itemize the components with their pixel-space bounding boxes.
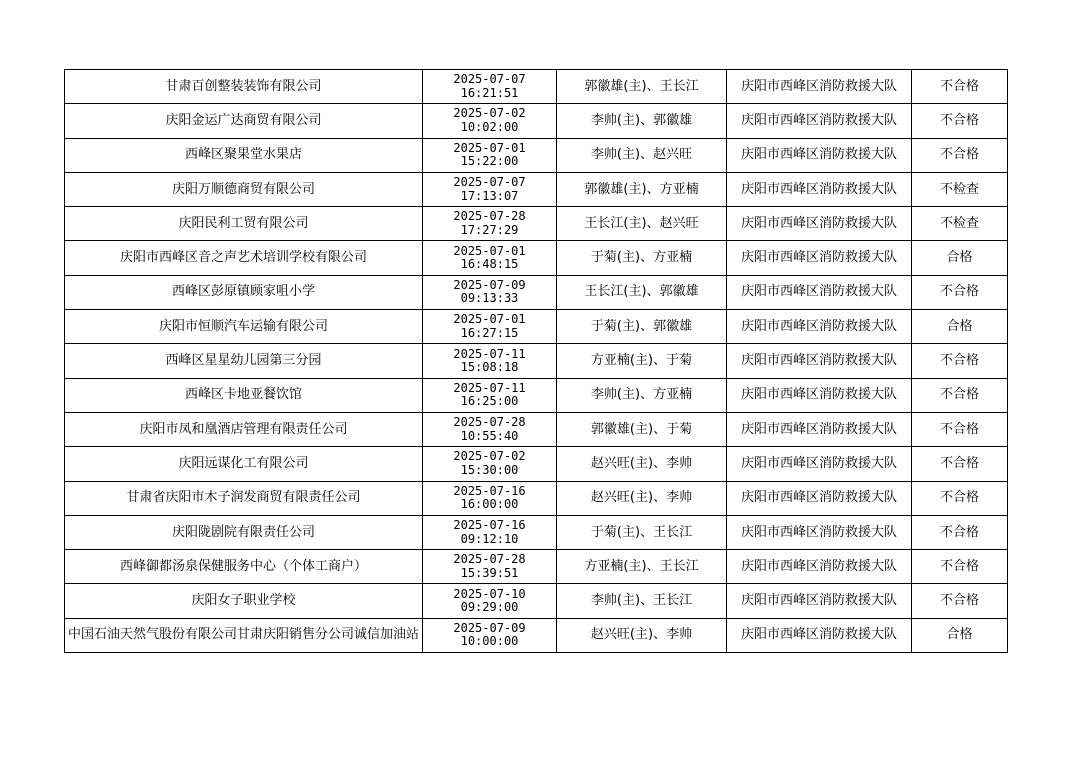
inspection-time-cell (423, 310, 557, 344)
inspectors-cell: 于菊(主)、方亚楠 (557, 241, 727, 275)
inspection-date: 2025-07-11 (453, 380, 526, 395)
inspection-date: 2025-07-28 (453, 209, 526, 224)
table-row (65, 447, 1008, 481)
agency-cell: 庆阳市西峰区消防救援大队 (727, 618, 912, 652)
inspection-time-cell (423, 275, 557, 309)
result-cell: 不合格 (912, 138, 1008, 172)
agency-cell: 庆阳市西峰区消防救援大队 (727, 412, 912, 446)
table-row (65, 515, 1008, 549)
unit-name-cell: 甘肃百创整装装饰有限公司 (65, 70, 423, 104)
inspection-clock: 16:48:15 (460, 257, 519, 272)
table-row (65, 412, 1008, 446)
agency-cell: 庆阳市西峰区消防救援大队 (727, 378, 912, 412)
inspection-clock: 15:30:00 (460, 462, 519, 477)
inspectors-cell: 李帅(主)、郭徽雄 (557, 104, 727, 138)
unit-name-cell: 甘肃省庆阳市木子润发商贸有限责任公司 (65, 481, 423, 515)
result-cell: 不合格 (912, 412, 1008, 446)
result-cell: 不合格 (912, 584, 1008, 618)
inspection-time-cell (423, 618, 557, 652)
inspection-clock: 16:21:51 (460, 85, 519, 100)
inspection-time-cell (423, 70, 557, 104)
result-cell: 不检查 (912, 172, 1008, 206)
agency-cell: 庆阳市西峰区消防救援大队 (727, 447, 912, 481)
inspection-date: 2025-07-01 (453, 312, 526, 327)
table-row (65, 481, 1008, 515)
inspection-date: 2025-07-16 (453, 483, 526, 498)
agency-cell: 庆阳市西峰区消防救援大队 (727, 207, 912, 241)
agency-cell: 庆阳市西峰区消防救援大队 (727, 70, 912, 104)
unit-name-cell: 庆阳市凤和凰酒店管理有限责任公司 (65, 412, 423, 446)
inspection-time-cell (423, 584, 557, 618)
table-row (65, 104, 1008, 138)
inspection-time-cell (423, 172, 557, 206)
table-row (65, 70, 1008, 104)
inspectors-cell: 王长江(主)、赵兴旺 (557, 207, 727, 241)
result-cell: 合格 (912, 310, 1008, 344)
inspection-clock: 10:02:00 (460, 119, 519, 134)
agency-cell: 庆阳市西峰区消防救援大队 (727, 344, 912, 378)
inspectors-cell: 李帅(主)、方亚楠 (557, 378, 727, 412)
unit-name-cell: 庆阳万顺德商贸有限公司 (65, 172, 423, 206)
unit-name-cell: 庆阳市西峰区音之声艺术培训学校有限公司 (65, 241, 423, 275)
result-cell: 不合格 (912, 275, 1008, 309)
inspectors-cell: 赵兴旺(主)、李帅 (557, 618, 727, 652)
unit-name-cell: 庆阳女子职业学校 (65, 584, 423, 618)
inspection-clock: 09:13:33 (460, 291, 519, 306)
inspection-date: 2025-07-11 (453, 346, 526, 361)
agency-cell: 庆阳市西峰区消防救援大队 (727, 515, 912, 549)
unit-name-cell: 西峰区星星幼儿园第三分园 (65, 344, 423, 378)
agency-cell: 庆阳市西峰区消防救援大队 (727, 172, 912, 206)
inspection-clock: 15:22:00 (460, 154, 519, 169)
inspectors-cell: 赵兴旺(主)、李帅 (557, 447, 727, 481)
unit-name-cell: 庆阳金运广达商贸有限公司 (65, 104, 423, 138)
inspection-time-cell (423, 550, 557, 584)
inspectors-cell: 于菊(主)、王长江 (557, 515, 727, 549)
inspection-date: 2025-07-28 (453, 415, 526, 430)
table-row (65, 241, 1008, 275)
agency-cell: 庆阳市西峰区消防救援大队 (727, 241, 912, 275)
table-row (65, 172, 1008, 206)
inspection-time-cell (423, 138, 557, 172)
unit-name-cell: 西峰区聚果堂水果店 (65, 138, 423, 172)
unit-name-cell: 庆阳民利工贸有限公司 (65, 207, 423, 241)
inspection-sheet (64, 69, 1008, 653)
inspection-date: 2025-07-02 (453, 449, 526, 464)
agency-cell: 庆阳市西峰区消防救援大队 (727, 138, 912, 172)
inspectors-cell: 赵兴旺(主)、李帅 (557, 481, 727, 515)
inspection-clock: 17:13:07 (460, 188, 519, 203)
result-cell: 不检查 (912, 207, 1008, 241)
inspection-time-cell (423, 207, 557, 241)
inspection-time-cell (423, 241, 557, 275)
inspectors-cell: 方亚楠(主)、于菊 (557, 344, 727, 378)
inspection-clock: 15:08:18 (460, 360, 519, 375)
table-row (65, 138, 1008, 172)
inspection-date: 2025-07-02 (453, 106, 526, 121)
result-cell: 不合格 (912, 378, 1008, 412)
inspectors-cell: 方亚楠(主)、王长江 (557, 550, 727, 584)
inspection-table (64, 69, 1008, 653)
inspection-time-cell (423, 447, 557, 481)
result-cell: 合格 (912, 241, 1008, 275)
table-row (65, 618, 1008, 652)
table-row (65, 344, 1008, 378)
result-cell: 不合格 (912, 515, 1008, 549)
result-cell: 不合格 (912, 550, 1008, 584)
unit-name-cell: 庆阳陇剧院有限责任公司 (65, 515, 423, 549)
table-row (65, 207, 1008, 241)
unit-name-cell: 庆阳远谋化工有限公司 (65, 447, 423, 481)
result-cell: 不合格 (912, 447, 1008, 481)
agency-cell: 庆阳市西峰区消防救援大队 (727, 104, 912, 138)
unit-name-cell: 西峰御都汤泉保健服务中心（个体工商户） (65, 550, 423, 584)
result-cell: 不合格 (912, 481, 1008, 515)
inspection-date: 2025-07-01 (453, 140, 526, 155)
inspection-date: 2025-07-28 (453, 552, 526, 567)
inspectors-cell: 于菊(主)、郭徽雄 (557, 310, 727, 344)
unit-name-cell: 西峰区彭原镇顾家咀小学 (65, 275, 423, 309)
inspectors-cell: 郭徽雄(主)、方亚楠 (557, 172, 727, 206)
inspectors-cell: 李帅(主)、赵兴旺 (557, 138, 727, 172)
unit-name-cell: 中国石油天然气股份有限公司甘肃庆阳销售分公司诚信加油站 (65, 618, 423, 652)
inspection-time-cell (423, 412, 557, 446)
inspectors-cell: 李帅(主)、王长江 (557, 584, 727, 618)
inspection-date: 2025-07-07 (453, 72, 526, 87)
unit-name-cell: 庆阳市恒顺汽车运输有限公司 (65, 310, 423, 344)
inspection-clock: 10:55:40 (460, 428, 519, 443)
inspection-date: 2025-07-09 (453, 620, 526, 635)
inspectors-cell: 王长江(主)、郭徽雄 (557, 275, 727, 309)
table-row (65, 584, 1008, 618)
inspection-time-cell (423, 378, 557, 412)
table-row (65, 550, 1008, 584)
agency-cell: 庆阳市西峰区消防救援大队 (727, 550, 912, 584)
inspection-clock: 16:27:15 (460, 325, 519, 340)
inspection-clock: 16:25:00 (460, 394, 519, 409)
agency-cell: 庆阳市西峰区消防救援大队 (727, 481, 912, 515)
inspection-date: 2025-07-09 (453, 277, 526, 292)
table-row (65, 275, 1008, 309)
agency-cell: 庆阳市西峰区消防救援大队 (727, 584, 912, 618)
result-cell: 合格 (912, 618, 1008, 652)
result-cell: 不合格 (912, 70, 1008, 104)
result-cell: 不合格 (912, 344, 1008, 378)
inspectors-cell: 郭徽雄(主)、王长江 (557, 70, 727, 104)
inspection-time-cell (423, 481, 557, 515)
inspection-clock: 10:00:00 (460, 634, 519, 649)
inspection-table-body (65, 70, 1008, 653)
table-row (65, 378, 1008, 412)
inspection-date: 2025-07-10 (453, 586, 526, 601)
inspectors-cell: 郭徽雄(主)、于菊 (557, 412, 727, 446)
inspection-clock: 09:12:10 (460, 531, 519, 546)
inspection-date: 2025-07-01 (453, 243, 526, 258)
inspection-clock: 16:00:00 (460, 497, 519, 512)
agency-cell: 庆阳市西峰区消防救援大队 (727, 275, 912, 309)
inspection-time-cell (423, 104, 557, 138)
table-row (65, 310, 1008, 344)
inspection-date: 2025-07-07 (453, 175, 526, 190)
agency-cell: 庆阳市西峰区消防救援大队 (727, 310, 912, 344)
unit-name-cell: 西峰区卡地亚餐饮馆 (65, 378, 423, 412)
inspection-time-cell (423, 515, 557, 549)
inspection-clock: 15:39:51 (460, 565, 519, 580)
result-cell: 不合格 (912, 104, 1008, 138)
inspection-clock: 09:29:00 (460, 600, 519, 615)
inspection-time-cell (423, 344, 557, 378)
inspection-clock: 17:27:29 (460, 222, 519, 237)
inspection-date: 2025-07-16 (453, 518, 526, 532)
